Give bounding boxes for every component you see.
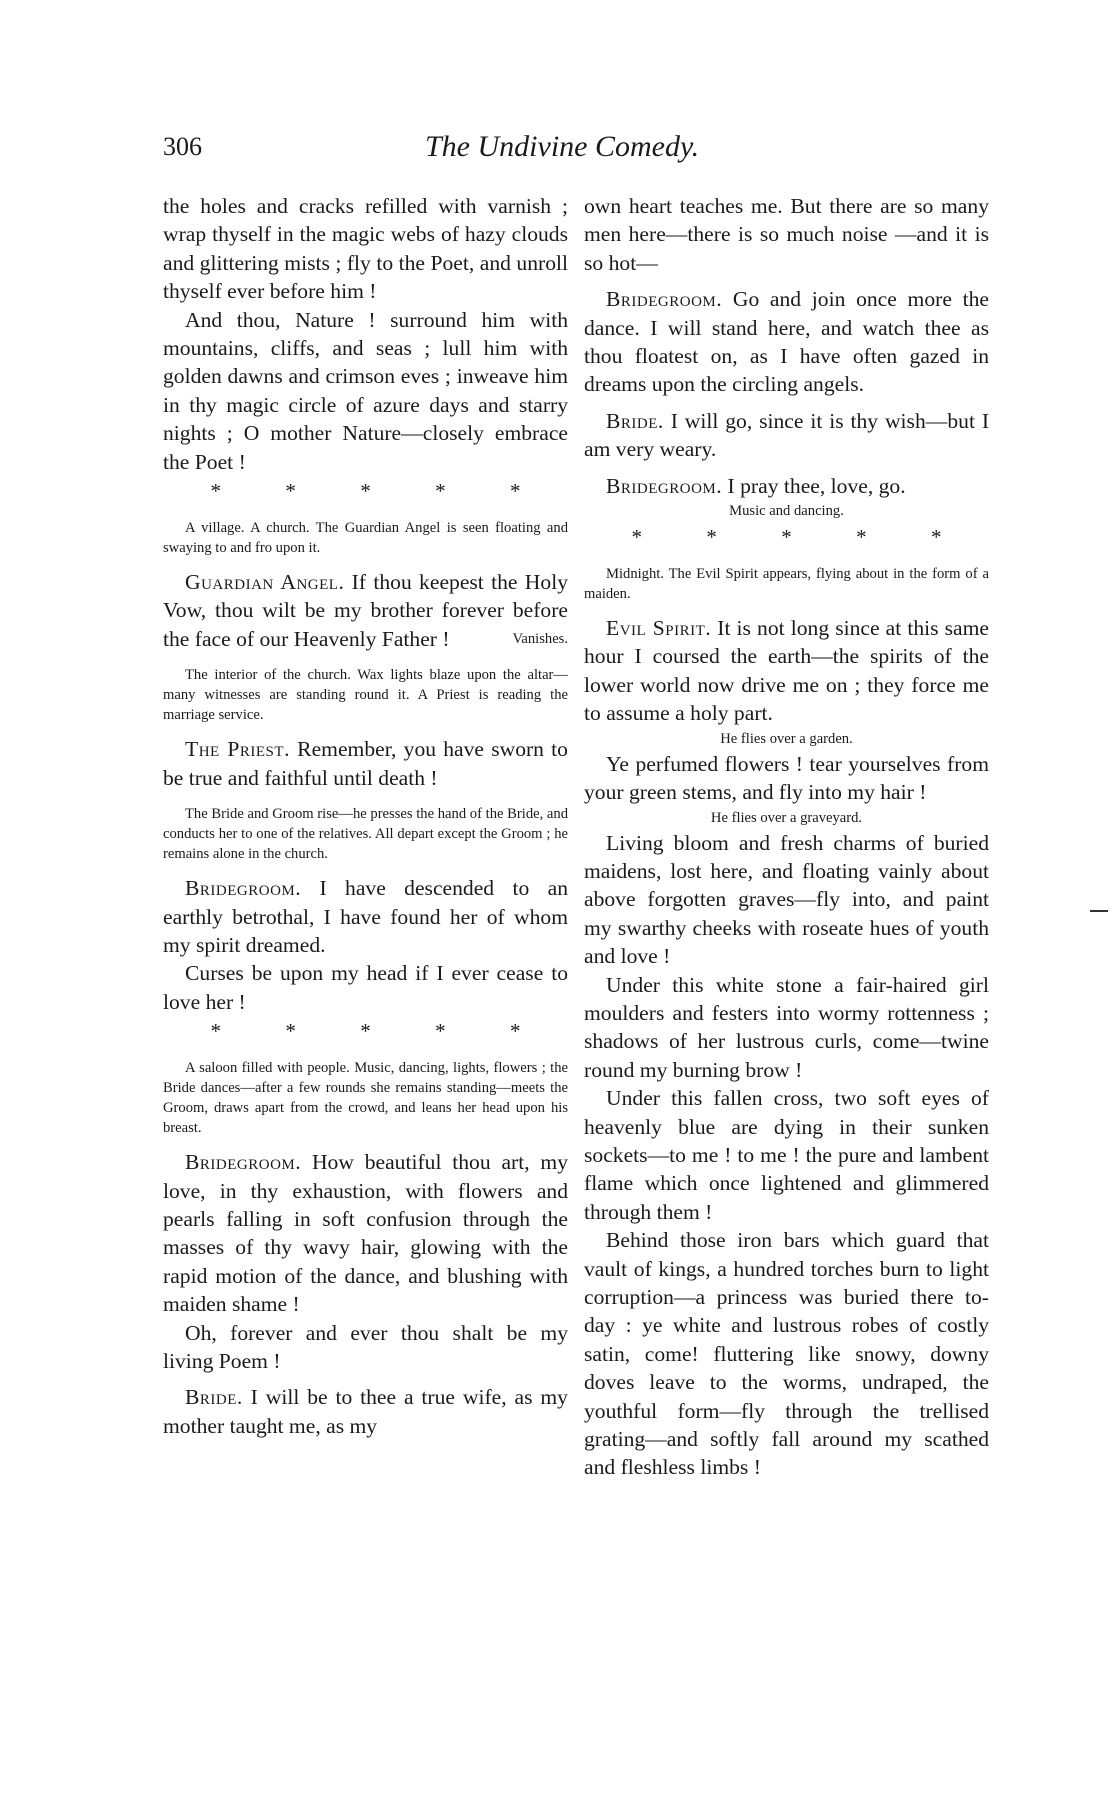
right-column: [584, 192, 989, 1482]
stage-direction: The interior of the church. Wax lights blaze upon the altar—many witnesses are standing round it. A Priest is reading the marriage service.: [163, 667, 568, 724]
speaker-name: Guardian Angel.: [185, 570, 345, 595]
paragraph: Under this white stone a fair-haired girl moulders and festers into wormy rottenness ; shadows of her lustrous curls, come—twine round my burning brow !: [584, 972, 989, 1082]
paragraph: Curses be upon my head if I ever cease to love her !: [163, 961, 568, 1014]
speech-text: I will be to thee a true wife, as my mother taught me, as my: [163, 1385, 568, 1438]
paragraph: Living bloom and fresh charms of buried maidens, lost here, and floating vainly about above forgotten graves—fly into, and paint my swarthy cheeks with roseate hues of youth and love !: [584, 830, 989, 969]
speech-bridegroom: [584, 285, 989, 399]
star: *: [210, 1019, 221, 1044]
paragraph: Oh, forever and ever thou shalt be my living Poem !: [163, 1320, 568, 1373]
speech-bride: [163, 1383, 568, 1440]
star: *: [706, 525, 717, 550]
left-column: [163, 192, 568, 1440]
stage-direction: He flies over a garden.: [720, 730, 853, 747]
star: *: [210, 479, 221, 504]
star: *: [510, 1019, 521, 1044]
speaker-name: Bridegroom.: [606, 473, 723, 498]
speaker-name: Bridegroom.: [185, 876, 302, 901]
stage-cue: Vanishes.: [512, 630, 568, 647]
star: *: [360, 479, 371, 504]
stage-direction: A village. A church. The Guardian Angel is seen floating and swaying to and fro upon it.: [163, 520, 568, 557]
paragraph: Behind those iron bars which guard that vault of kings, a hundred torches burn to light corruption—a princess was buried there to-day : ye white and lustrous robes of costly satin, come! fluttering like snowy, downy doves leave to the worms, undraped, the youthful form—fly through the trellised grating—and softly fall around my scathed and fleshless limbs !: [584, 1228, 989, 1480]
stage-direction: A saloon filled with people. Music, dancing, lights, flowers ; the Bride dances—after a few rounds she remains standing—meets the Groom, draws apart from the crowd, and leans her head upon his breast.: [163, 1060, 568, 1137]
section-break-stars: [211, 1018, 521, 1044]
star: *: [510, 479, 521, 504]
star: *: [285, 479, 296, 504]
star: *: [781, 525, 792, 550]
speech-bridegroom: [163, 874, 568, 959]
speaker-name: Bride.: [185, 1385, 243, 1410]
paragraph: Ye perfumed flowers ! tear yourselves from your green stems, and fly into my hair !: [584, 751, 989, 805]
star: *: [435, 479, 446, 504]
speaker-name: Evil Spirit.: [606, 616, 712, 641]
speech-bride: [584, 407, 989, 464]
speech-priest: [163, 735, 568, 792]
star: *: [360, 1019, 371, 1044]
star: *: [856, 525, 867, 550]
section-break-stars: [632, 524, 942, 550]
star: *: [285, 1019, 296, 1044]
speech-text: If thou keepest the Holy Vow, thou wilt be my brother forever before the face of our Heavenly Father !: [163, 570, 568, 651]
stage-direction: He flies over a graveyard.: [710, 809, 863, 826]
section-break-stars: [211, 478, 521, 504]
speaker-name: Bridegroom.: [606, 287, 723, 312]
speaker-name: Bride.: [606, 408, 664, 433]
speech-text: Go and join once more the dance. I will stand here, and watch thee as thou floatest on, as I have often gazed in dreams upon the circling angels.: [584, 287, 989, 397]
speech-text: I will go, since it is thy wish—but I am very weary.: [584, 408, 990, 462]
speech-bridegroom: [584, 472, 989, 500]
speech-text: I pray thee, love, go.: [727, 473, 906, 498]
speech-text: How beautiful thou art, my love, in thy exhaustion, with flowers and pearls falling in soft confusion through the masses of thy wavy hair, glowing with the rapid motion of the dance, and blushing with maiden shame !: [163, 1150, 568, 1317]
stage-direction: Midnight. The Evil Spirit appears, flying about in the form of a maiden.: [584, 566, 989, 603]
speech-bridegroom: [163, 1148, 568, 1318]
paragraph: Under this fallen cross, two soft eyes of heavenly blue are dying in their sunken sockets—to me ! to me ! the pure and lambent flame which once lightened and glimmered through them !: [584, 1086, 989, 1224]
speaker-name: The Priest.: [185, 737, 290, 762]
stage-direction: The Bride and Groom rise—he presses the hand of the Bride, and conducts her to one of the relatives. All depart except the Groom ; he remains alone in the church.: [163, 806, 568, 863]
speech-evil-spirit: [584, 614, 989, 728]
stage-direction: Music and dancing.: [729, 503, 844, 520]
paragraph: And thou, Nature ! surround him with mountains, cliffs, and seas ; lull him with golden dawns and crimson eves ; inweave him in thy magic circle of azure days and starry nights ; O mother Nature—closely embrace the Poet !: [163, 307, 568, 474]
speech-guardian-angel: [163, 568, 568, 653]
page-number: 306: [163, 132, 202, 161]
paragraph: own heart teaches me. But there are so many men here—there is so much noise —and it is so hot—: [584, 194, 989, 275]
paragraph: the holes and cracks refilled with varnish ; wrap thyself in the magic webs of hazy clouds and glittering mists ; fly to the Poet, and unroll thyself ever before him !: [163, 194, 568, 304]
running-head-title: The Undivine Comedy.: [425, 130, 700, 163]
speech-text: Remember, you have sworn to be true and faithful until death !: [163, 737, 568, 790]
speaker-name: Bridegroom.: [185, 1150, 302, 1175]
star: *: [931, 525, 942, 550]
margin-mark: [1090, 910, 1108, 912]
star: *: [435, 1019, 446, 1044]
speech-text: I have descended to an earthly betrothal, I have found her of whom my spirit dreamed.: [163, 876, 568, 957]
speech-text: It is not long since at this same hour I coursed the earth—the spirits of the lower world now drive me on ; they force me to assume a holy part.: [584, 616, 989, 726]
star: *: [631, 525, 642, 550]
